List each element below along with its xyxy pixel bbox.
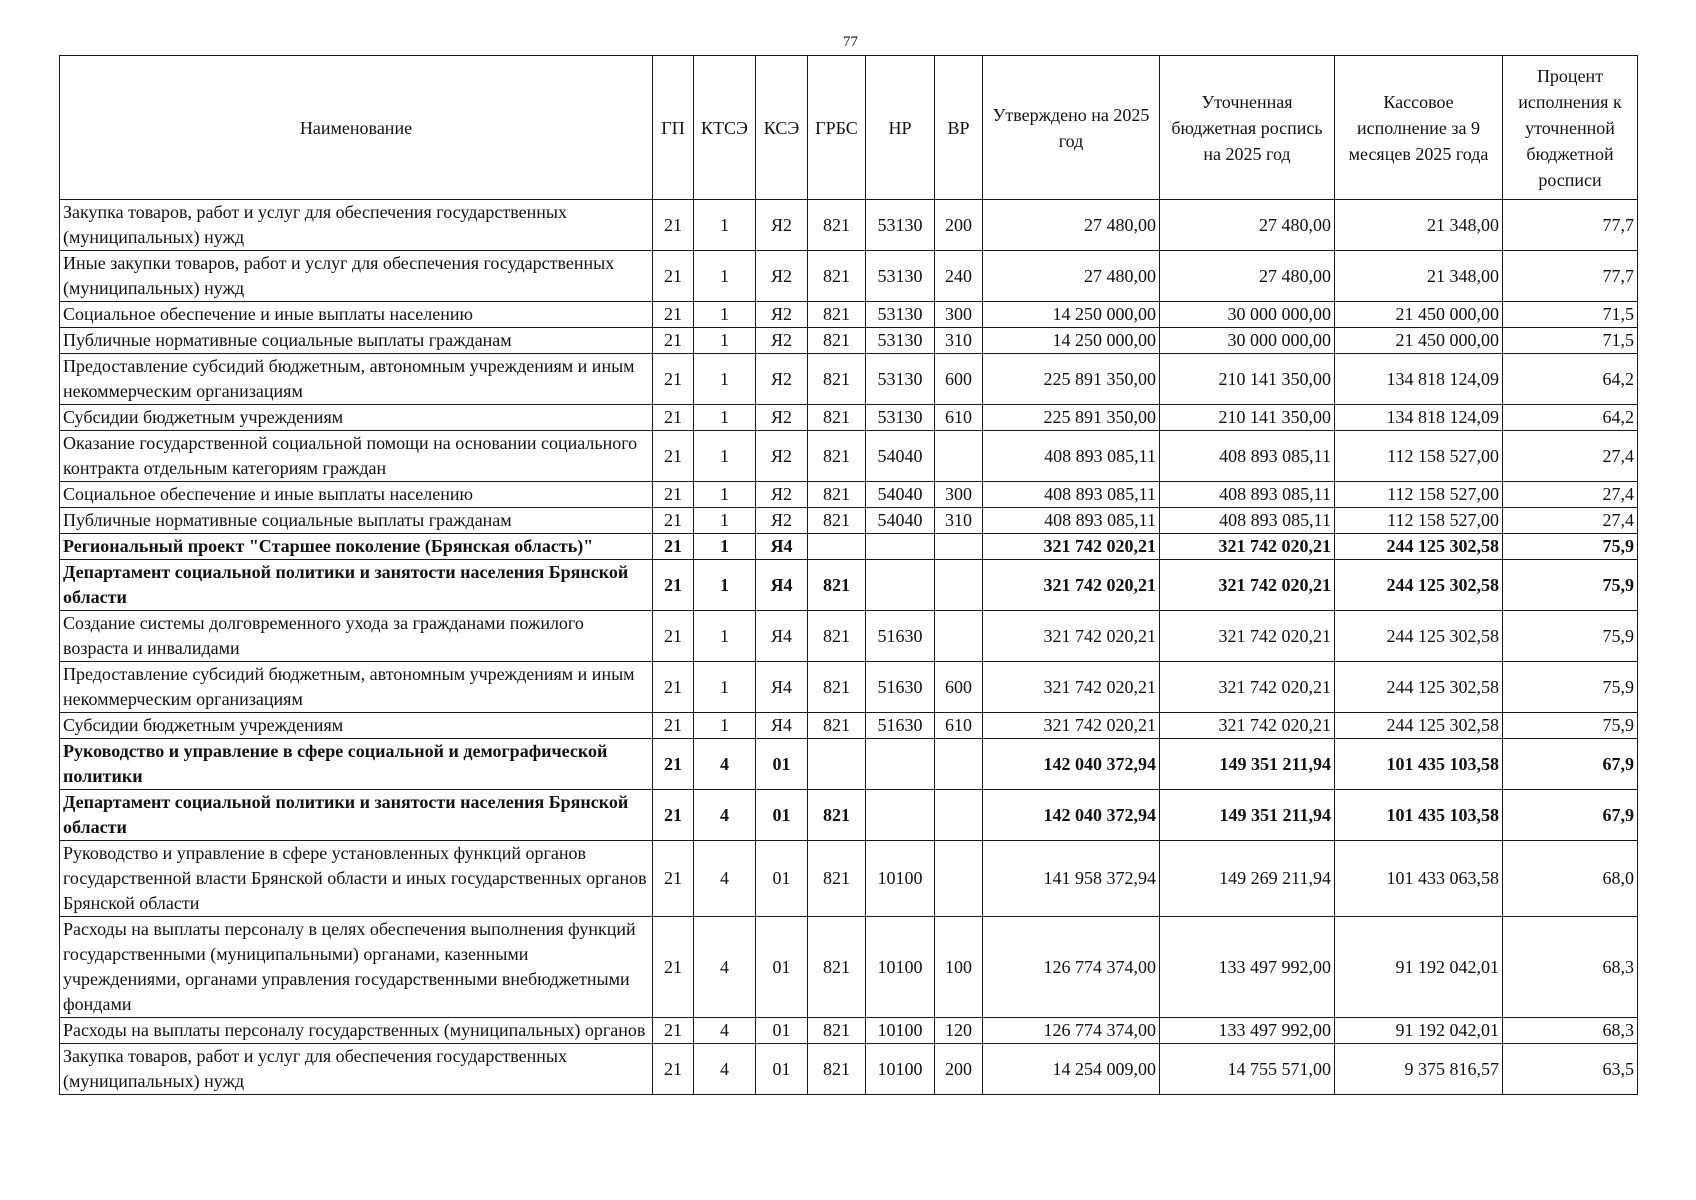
table-body [60,200,1638,1095]
cell-cash: 112 158 527,00 [1335,482,1503,508]
cell-kse: 01 [756,841,808,917]
cell-kse: Я2 [756,328,808,354]
cell-kse: Я2 [756,431,808,482]
cell-gp: 21 [653,328,694,354]
cell-vr: 600 [935,662,983,713]
cell-gp: 21 [653,739,694,790]
cell-ktse: 1 [694,534,756,560]
cell-name: Закупка товаров, работ и услуг для обеспечения государственных (муниципальных) нужд [60,200,653,251]
cell-name: Руководство и управление в сфере установленных функций органов государственной власти Брянской области и иных государственных органов Брянской области [60,841,653,917]
budget-table [59,55,1638,1095]
cell-grbs: 821 [808,1018,866,1044]
cell-vr: 100 [935,917,983,1018]
cell-cash: 134 818 124,09 [1335,405,1503,431]
cell-percent: 64,2 [1503,354,1638,405]
cell-kse: Я4 [756,662,808,713]
cell-kse: Я2 [756,508,808,534]
cell-nr: 53130 [866,302,935,328]
cell-name: Публичные нормативные социальные выплаты гражданам [60,508,653,534]
cell-percent: 64,2 [1503,405,1638,431]
cell-approved: 321 742 020,21 [983,534,1160,560]
cell-nr: 53130 [866,354,935,405]
cell-nr: 53130 [866,200,935,251]
cell-ktse: 1 [694,354,756,405]
table-row [60,405,1638,431]
table-row [60,841,1638,917]
cell-ktse: 1 [694,251,756,302]
cell-cash: 21 348,00 [1335,251,1503,302]
table-row [60,534,1638,560]
cell-vr: 610 [935,405,983,431]
cell-percent: 71,5 [1503,328,1638,354]
cell-approved: 142 040 372,94 [983,790,1160,841]
table-row [60,917,1638,1018]
cell-grbs: 821 [808,611,866,662]
cell-gp: 21 [653,251,694,302]
cell-refined: 408 893 085,11 [1160,508,1335,534]
cell-name: Субсидии бюджетным учреждениям [60,713,653,739]
cell-gp: 21 [653,405,694,431]
cell-gp: 21 [653,713,694,739]
cell-vr [935,560,983,611]
cell-approved: 321 742 020,21 [983,662,1160,713]
cell-kse: Я2 [756,302,808,328]
cell-refined: 321 742 020,21 [1160,611,1335,662]
cell-nr: 53130 [866,251,935,302]
cell-kse: 01 [756,790,808,841]
header-row [60,56,1638,200]
cell-approved: 126 774 374,00 [983,917,1160,1018]
cell-refined: 149 351 211,94 [1160,739,1335,790]
cell-kse: Я2 [756,405,808,431]
cell-nr: 51630 [866,611,935,662]
cell-grbs [808,534,866,560]
cell-nr: 10100 [866,841,935,917]
cell-ktse: 1 [694,560,756,611]
cell-grbs: 821 [808,662,866,713]
cell-gp: 21 [653,1044,694,1095]
cell-refined: 321 742 020,21 [1160,534,1335,560]
cell-cash: 101 435 103,58 [1335,739,1503,790]
table-row [60,560,1638,611]
cell-kse: Я2 [756,354,808,405]
cell-cash: 134 818 124,09 [1335,354,1503,405]
cell-gp: 21 [653,917,694,1018]
cell-grbs: 821 [808,1044,866,1095]
cell-cash: 9 375 816,57 [1335,1044,1503,1095]
cell-percent: 67,9 [1503,790,1638,841]
cell-approved: 142 040 372,94 [983,739,1160,790]
cell-refined: 30 000 000,00 [1160,328,1335,354]
cell-name: Расходы на выплаты персоналу государственных (муниципальных) органов [60,1018,653,1044]
cell-vr [935,739,983,790]
cell-ktse: 1 [694,662,756,713]
cell-percent: 27,4 [1503,482,1638,508]
table-row [60,611,1638,662]
cell-cash: 112 158 527,00 [1335,431,1503,482]
cell-name: Социальное обеспечение и иные выплаты населению [60,482,653,508]
table-row [60,1044,1638,1095]
header-percent: Процент исполнения к уточненной бюджетной росписи [1503,56,1638,200]
page-number: 77 [843,34,858,50]
cell-approved: 27 480,00 [983,251,1160,302]
cell-grbs: 821 [808,328,866,354]
cell-name: Создание системы долговременного ухода за гражданами пожилого возраста и инвалидами [60,611,653,662]
cell-refined: 321 742 020,21 [1160,560,1335,611]
cell-percent: 27,4 [1503,508,1638,534]
table-row [60,200,1638,251]
cell-refined: 149 269 211,94 [1160,841,1335,917]
cell-ktse: 4 [694,790,756,841]
cell-name: Департамент социальной политики и занятости населения Брянской области [60,560,653,611]
cell-approved: 14 250 000,00 [983,328,1160,354]
cell-refined: 321 742 020,21 [1160,713,1335,739]
header-cash: Кассовое исполнение за 9 месяцев 2025 года [1335,56,1503,200]
cell-refined: 321 742 020,21 [1160,662,1335,713]
cell-cash: 21 450 000,00 [1335,302,1503,328]
header-kse: КСЭ [756,56,808,200]
cell-nr: 54040 [866,508,935,534]
cell-refined: 27 480,00 [1160,200,1335,251]
cell-cash: 244 125 302,58 [1335,560,1503,611]
cell-ktse: 1 [694,431,756,482]
cell-percent: 68,3 [1503,917,1638,1018]
cell-ktse: 1 [694,328,756,354]
cell-approved: 225 891 350,00 [983,405,1160,431]
cell-grbs: 821 [808,508,866,534]
cell-approved: 408 893 085,11 [983,482,1160,508]
cell-kse: 01 [756,917,808,1018]
cell-approved: 321 742 020,21 [983,560,1160,611]
cell-vr: 310 [935,508,983,534]
cell-vr: 300 [935,302,983,328]
cell-grbs: 821 [808,790,866,841]
cell-kse: Я2 [756,251,808,302]
cell-cash: 21 450 000,00 [1335,328,1503,354]
cell-approved: 321 742 020,21 [983,611,1160,662]
cell-gp: 21 [653,508,694,534]
cell-gp: 21 [653,790,694,841]
cell-ktse: 4 [694,917,756,1018]
cell-name: Субсидии бюджетным учреждениям [60,405,653,431]
table-row [60,482,1638,508]
cell-vr: 240 [935,251,983,302]
cell-grbs: 821 [808,431,866,482]
cell-vr: 610 [935,713,983,739]
cell-kse: 01 [756,1044,808,1095]
cell-percent: 75,9 [1503,560,1638,611]
cell-gp: 21 [653,431,694,482]
header-grbs: ГРБС [808,56,866,200]
cell-kse: Я4 [756,534,808,560]
cell-ktse: 1 [694,302,756,328]
cell-nr: 51630 [866,713,935,739]
cell-vr [935,841,983,917]
cell-vr: 120 [935,1018,983,1044]
cell-refined: 133 497 992,00 [1160,1018,1335,1044]
cell-ktse: 1 [694,405,756,431]
cell-gp: 21 [653,354,694,405]
cell-cash: 244 125 302,58 [1335,662,1503,713]
cell-cash: 21 348,00 [1335,200,1503,251]
cell-nr: 10100 [866,1044,935,1095]
cell-gp: 21 [653,200,694,251]
cell-refined: 408 893 085,11 [1160,482,1335,508]
cell-kse: Я4 [756,611,808,662]
table-row [60,662,1638,713]
cell-refined: 210 141 350,00 [1160,354,1335,405]
cell-ktse: 1 [694,611,756,662]
cell-ktse: 4 [694,841,756,917]
table-row [60,354,1638,405]
cell-percent: 75,9 [1503,713,1638,739]
cell-cash: 112 158 527,00 [1335,508,1503,534]
cell-refined: 149 351 211,94 [1160,790,1335,841]
header-ktse: КТСЭ [694,56,756,200]
cell-name: Оказание государственной социальной помощи на основании социального контракта отдельным категориям граждан [60,431,653,482]
cell-approved: 408 893 085,11 [983,508,1160,534]
cell-percent: 75,9 [1503,662,1638,713]
cell-kse: Я4 [756,713,808,739]
cell-name: Закупка товаров, работ и услуг для обеспечения государственных (муниципальных) нужд [60,1044,653,1095]
table-row [60,431,1638,482]
cell-name: Руководство и управление в сфере социальной и демографической политики [60,739,653,790]
cell-vr: 300 [935,482,983,508]
cell-ktse: 4 [694,739,756,790]
header-gp: ГП [653,56,694,200]
table-row [60,302,1638,328]
cell-percent: 71,5 [1503,302,1638,328]
cell-gp: 21 [653,841,694,917]
cell-cash: 244 125 302,58 [1335,713,1503,739]
cell-percent: 27,4 [1503,431,1638,482]
cell-grbs: 821 [808,405,866,431]
cell-kse: 01 [756,1018,808,1044]
cell-gp: 21 [653,1018,694,1044]
cell-name: Региональный проект "Старшее поколение (Брянская область)" [60,534,653,560]
cell-name: Расходы на выплаты персоналу в целях обеспечения выполнения функций государственными (муниципальными) органами, казенными учреждениями, органами управления государственными внебюджетными фондами [60,917,653,1018]
cell-vr [935,431,983,482]
header-vr: ВР [935,56,983,200]
cell-nr [866,790,935,841]
table-row [60,713,1638,739]
cell-name: Иные закупки товаров, работ и услуг для обеспечения государственных (муниципальных) нужд [60,251,653,302]
cell-approved: 27 480,00 [983,200,1160,251]
cell-grbs: 821 [808,302,866,328]
cell-ktse: 1 [694,713,756,739]
cell-approved: 14 254 009,00 [983,1044,1160,1095]
cell-refined: 210 141 350,00 [1160,405,1335,431]
cell-nr: 53130 [866,405,935,431]
cell-grbs: 821 [808,560,866,611]
cell-grbs: 821 [808,713,866,739]
cell-percent: 68,3 [1503,1018,1638,1044]
cell-name: Предоставление субсидий бюджетным, автономным учреждениям и иным некоммерческим организациям [60,354,653,405]
header-refined: Уточненная бюджетная роспись на 2025 год [1160,56,1335,200]
cell-refined: 14 755 571,00 [1160,1044,1335,1095]
cell-name: Социальное обеспечение и иные выплаты населению [60,302,653,328]
cell-nr: 53130 [866,328,935,354]
cell-name: Публичные нормативные социальные выплаты гражданам [60,328,653,354]
cell-percent: 77,7 [1503,251,1638,302]
cell-grbs: 821 [808,917,866,1018]
cell-cash: 244 125 302,58 [1335,534,1503,560]
cell-refined: 133 497 992,00 [1160,917,1335,1018]
cell-name: Департамент социальной политики и занятости населения Брянской области [60,790,653,841]
cell-approved: 14 250 000,00 [983,302,1160,328]
table-row [60,328,1638,354]
cell-cash: 91 192 042,01 [1335,1018,1503,1044]
cell-nr [866,560,935,611]
cell-name: Предоставление субсидий бюджетным, автономным учреждениям и иным некоммерческим организациям [60,662,653,713]
cell-percent: 63,5 [1503,1044,1638,1095]
cell-nr: 10100 [866,1018,935,1044]
cell-nr [866,534,935,560]
header-approved: Утверждено на 2025 год [983,56,1160,200]
cell-percent: 77,7 [1503,200,1638,251]
cell-grbs: 821 [808,841,866,917]
cell-approved: 408 893 085,11 [983,431,1160,482]
cell-gp: 21 [653,534,694,560]
cell-refined: 27 480,00 [1160,251,1335,302]
cell-grbs: 821 [808,251,866,302]
cell-percent: 75,9 [1503,534,1638,560]
cell-approved: 126 774 374,00 [983,1018,1160,1044]
cell-percent: 68,0 [1503,841,1638,917]
cell-ktse: 1 [694,508,756,534]
cell-kse: Я4 [756,560,808,611]
cell-percent: 67,9 [1503,739,1638,790]
cell-gp: 21 [653,482,694,508]
cell-gp: 21 [653,611,694,662]
cell-cash: 101 435 103,58 [1335,790,1503,841]
cell-kse: Я2 [756,200,808,251]
cell-grbs: 821 [808,482,866,508]
cell-approved: 321 742 020,21 [983,713,1160,739]
table-row [60,1018,1638,1044]
cell-nr: 51630 [866,662,935,713]
cell-vr [935,534,983,560]
cell-approved: 225 891 350,00 [983,354,1160,405]
cell-cash: 244 125 302,58 [1335,611,1503,662]
cell-vr: 200 [935,1044,983,1095]
cell-vr: 600 [935,354,983,405]
cell-ktse: 4 [694,1044,756,1095]
cell-ktse: 4 [694,1018,756,1044]
cell-approved: 141 958 372,94 [983,841,1160,917]
cell-vr [935,790,983,841]
cell-percent: 75,9 [1503,611,1638,662]
cell-nr [866,739,935,790]
cell-vr: 200 [935,200,983,251]
cell-kse: Я2 [756,482,808,508]
cell-grbs [808,739,866,790]
cell-grbs: 821 [808,200,866,251]
table-row [60,508,1638,534]
cell-ktse: 1 [694,482,756,508]
cell-grbs: 821 [808,354,866,405]
cell-vr [935,611,983,662]
cell-gp: 21 [653,662,694,713]
cell-nr: 10100 [866,917,935,1018]
cell-ktse: 1 [694,200,756,251]
cell-refined: 408 893 085,11 [1160,431,1335,482]
header-name: Наименование [60,56,653,200]
cell-refined: 30 000 000,00 [1160,302,1335,328]
cell-nr: 54040 [866,482,935,508]
header-nr: НР [866,56,935,200]
cell-cash: 101 433 063,58 [1335,841,1503,917]
cell-kse: 01 [756,739,808,790]
table-row [60,251,1638,302]
cell-gp: 21 [653,302,694,328]
cell-nr: 54040 [866,431,935,482]
cell-cash: 91 192 042,01 [1335,917,1503,1018]
cell-gp: 21 [653,560,694,611]
table-row [60,739,1638,790]
table-row [60,790,1638,841]
cell-vr: 310 [935,328,983,354]
